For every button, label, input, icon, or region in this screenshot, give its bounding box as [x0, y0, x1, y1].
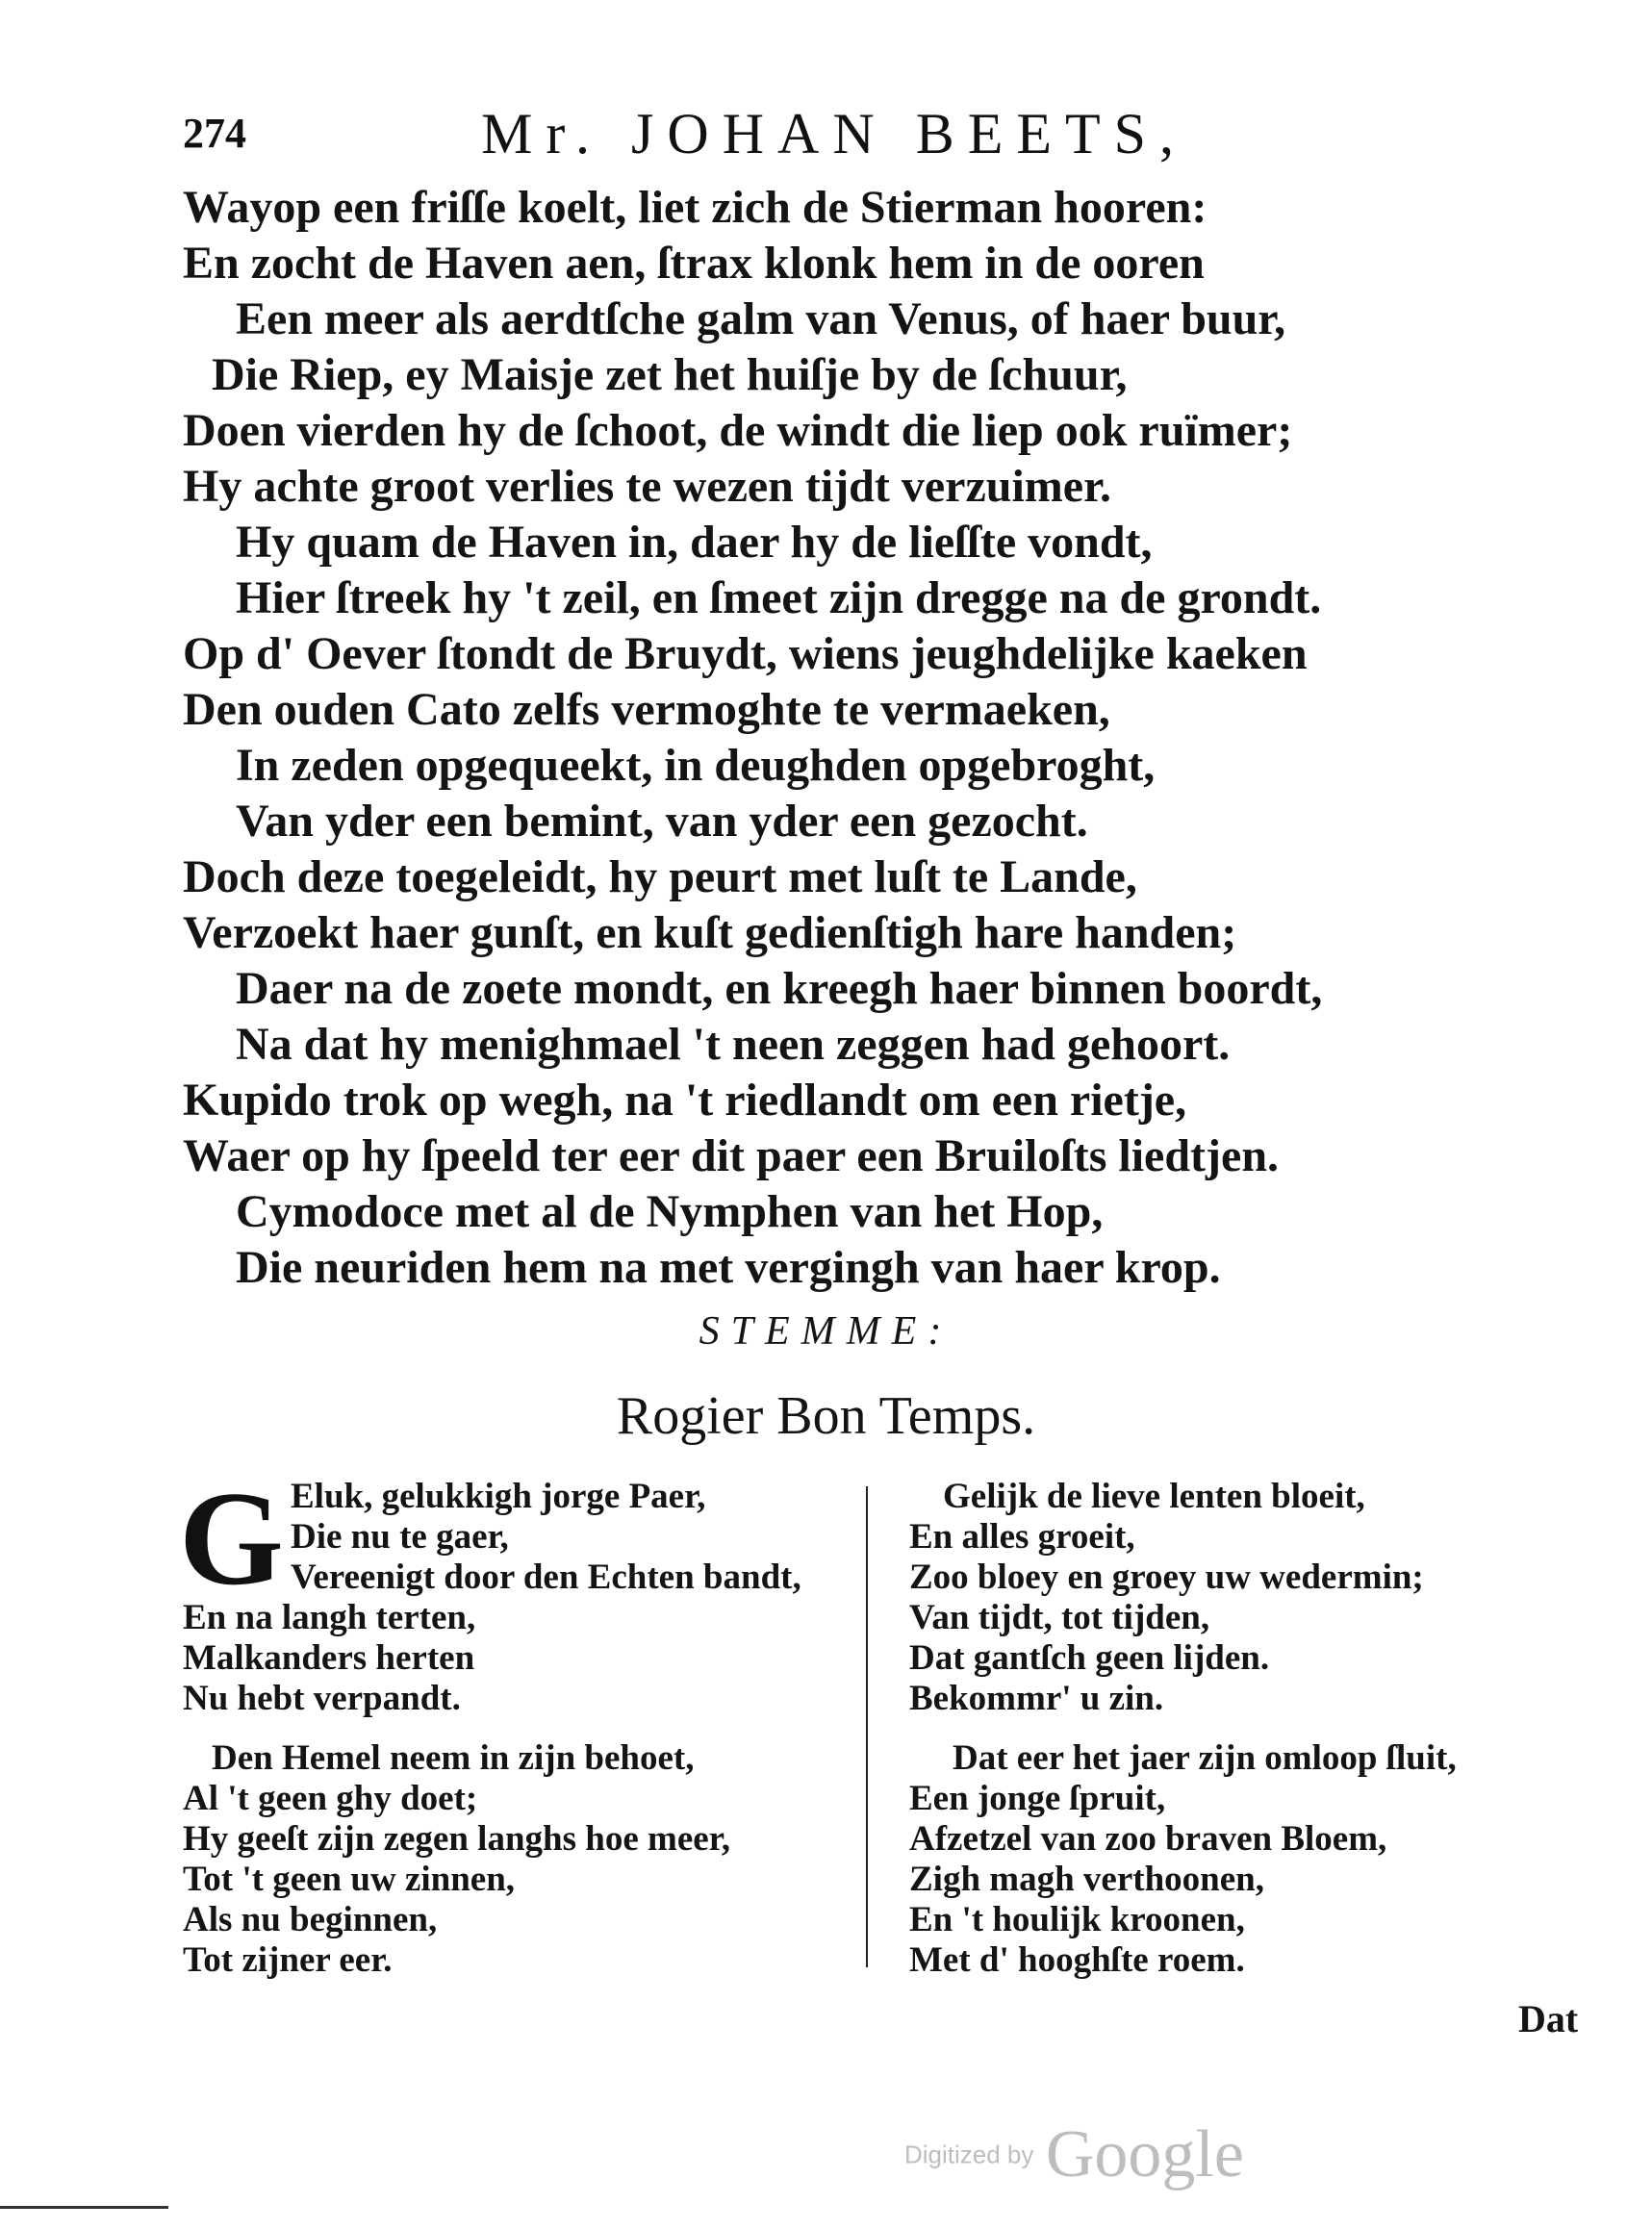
poem-line: Hier ſtreek hy 't zeil, en ſmeet zijn dregge na de grondt. — [236, 572, 1322, 623]
poem-line: Hy achte groot verlies te wezen tijdt verzuimer. — [183, 461, 1111, 512]
bottom-rule — [0, 2206, 168, 2209]
running-head — [183, 101, 1472, 178]
song-line: Bekommr' u zin. — [909, 1679, 1164, 1718]
song-line: Een jonge ſpruit, — [909, 1779, 1166, 1818]
poem-line: Doen vierden hy de ſchoot, de windt die liep ook ruïmer; — [183, 405, 1293, 456]
poem-line: Doch deze toegeleidt, hy peurt met luſt te Lande, — [183, 851, 1137, 902]
song-line: Al 't geen ghy doet; — [183, 1779, 478, 1818]
poem-line: Verzoekt haer gunſt, en kuſt gedienſtigh hare handen; — [183, 907, 1237, 958]
poem-line: Den ouden Cato zelfs vermoghte te vermaeken, — [183, 684, 1110, 735]
poem-line: Hy quam de Haven in, daer hy de lieſſte vondt, — [236, 517, 1153, 568]
poem-line: Een meer als aerdtſche galm van Venus, of haer buur, — [236, 293, 1286, 344]
song-line: Met d' hooghſte roem. — [909, 1940, 1245, 1980]
poem-line: Wayop een friſſe koelt, liet zich de Stierman hooren: — [183, 182, 1207, 233]
song-line: En 't houlijk kroonen, — [909, 1900, 1245, 1939]
poem-line: In zeden opgequeekt, in deughden opgebroght, — [236, 740, 1156, 791]
poem-line: Van yder een bemint, van yder een gezocht. — [236, 796, 1088, 847]
google-logo: Google — [1045, 2117, 1244, 2191]
watermark-prefix: Digitized by — [904, 2140, 1034, 2169]
poem-line: Kupido trok op wegh, na 't riedlandt om een rietje, — [183, 1075, 1187, 1126]
poem-line: En zocht de Haven aen, ſtrax klonk hem in de ooren — [183, 238, 1205, 289]
song-line: Van tijdt, tot tijden, — [909, 1598, 1210, 1637]
song-line: Dat eer het jaer zijn omloop ſluit, — [953, 1738, 1457, 1778]
song-line: Den Hemel neem in zijn behoet, — [212, 1738, 695, 1778]
running-title: Mr. JOHAN BEETS, — [481, 102, 1188, 165]
song-line: Afzetzel van zoo braven Bloem, — [909, 1819, 1387, 1859]
poem-line: Cymodoce met al de Nymphen van het Hop, — [236, 1186, 1104, 1237]
poem-line: Daer na de zoete mondt, en kreegh haer binnen boordt, — [236, 963, 1323, 1014]
poem-line: Die Riep, ey Maisje zet het huiſje by de ſchuur, — [212, 349, 1128, 400]
song-line: Als nu beginnen, — [183, 1900, 438, 1939]
digitized-by-watermark — [904, 2116, 1244, 2193]
song-line: Tot zijner eer. — [183, 1940, 393, 1980]
song-line: Hy geeſt zijn zegen langhs hoe meer, — [183, 1819, 730, 1859]
column-divider — [866, 1486, 868, 1967]
song-line: Malkanders herten — [183, 1638, 475, 1678]
song-line: Die nu te gaer, — [291, 1517, 509, 1557]
poem-line: Na dat hy menighmael 't neen zeggen had gehoort. — [236, 1019, 1231, 1070]
song-line: Eluk, gelukkigh jorge Paer, — [291, 1477, 706, 1516]
song-line: Gelijk de lieve lenten bloeit, — [943, 1477, 1365, 1516]
poem-line: Die neuriden hem na met vergingh van haer krop. — [236, 1242, 1221, 1293]
poem-line: Waer op hy ſpeeld ter eer dit paer een Bruiloſts liedtjen. — [183, 1130, 1280, 1181]
drop-cap: G — [179, 1464, 284, 1613]
song-line: Nu hebt verpandt. — [183, 1679, 461, 1718]
song-line: Zigh magh verthoonen, — [909, 1860, 1265, 1899]
page-number: 274 — [183, 110, 246, 157]
song-line: En alles groeit, — [909, 1517, 1135, 1557]
catchword: Dat — [1518, 1997, 1579, 2040]
song-line: Zoo bloey en groey uw wedermin; — [909, 1558, 1424, 1597]
song-line: En na langh terten, — [183, 1598, 476, 1637]
tune-label: STEMME: — [699, 1309, 953, 1354]
song-line: Dat gantſch geen lijden. — [909, 1638, 1270, 1678]
song-line: Tot 't geen uw zinnen, — [183, 1860, 516, 1899]
tune-name: Rogier Bon Temps. — [616, 1386, 1036, 1446]
poem-line: Op d' Oever ſtondt de Bruydt, wiens jeughdelijke kaeken — [183, 628, 1308, 679]
song-line: Vereenigt door den Echten bandt, — [291, 1558, 801, 1597]
